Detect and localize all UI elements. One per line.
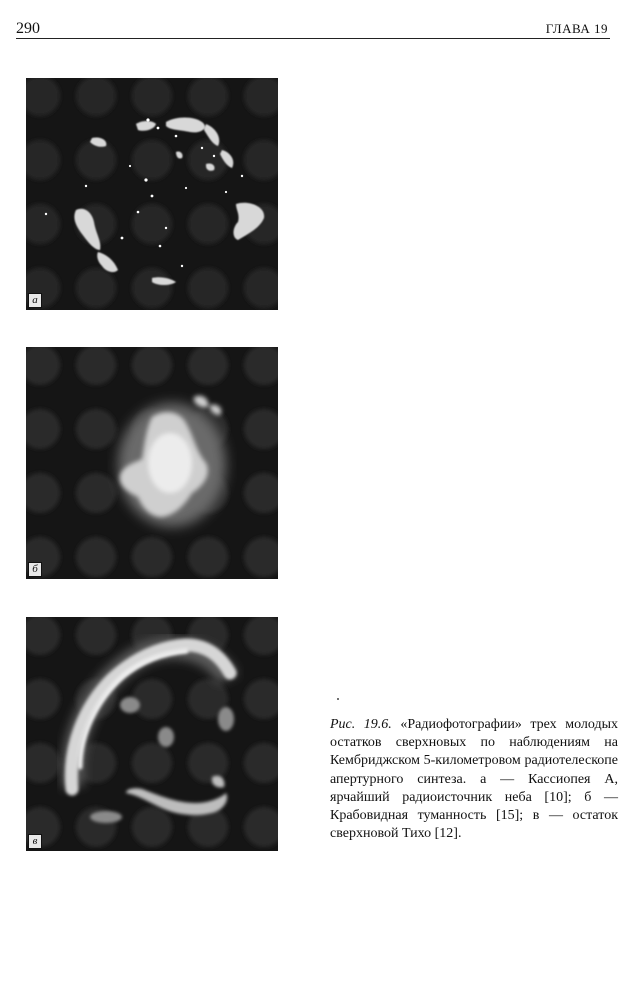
radio-image-cassiopeia-a <box>26 78 278 310</box>
panel-label-a: а <box>28 293 42 308</box>
cassiopeia-a-image <box>26 78 278 310</box>
radio-image-tycho-remnant <box>26 617 278 851</box>
radio-image-crab-nebula <box>26 347 278 579</box>
figure-number: Рис. 19.6. <box>330 717 392 732</box>
tycho-remnant-image <box>26 617 278 851</box>
page-number: 290 <box>16 20 40 37</box>
panel-label-c: в <box>28 834 42 849</box>
figure-caption <box>330 716 618 843</box>
crab-nebula-image <box>26 347 278 579</box>
running-head <box>16 18 610 39</box>
print-speck <box>337 698 339 700</box>
panel-label-b: б <box>28 562 42 577</box>
figure-caption-text: «Радиофотографии» трех молодых остатков сверхновых по наблюдениям на Кембриджском 5-километровом радиотелескопе апертурного синтеза. а — Кассиопея А, ярчайший радиоисточник неба [10]; б — Крабовидная туманность [15]; в — остаток сверхновой Тихо [12]. <box>330 717 618 842</box>
chapter-title: ГЛАВА 19 <box>545 21 608 36</box>
